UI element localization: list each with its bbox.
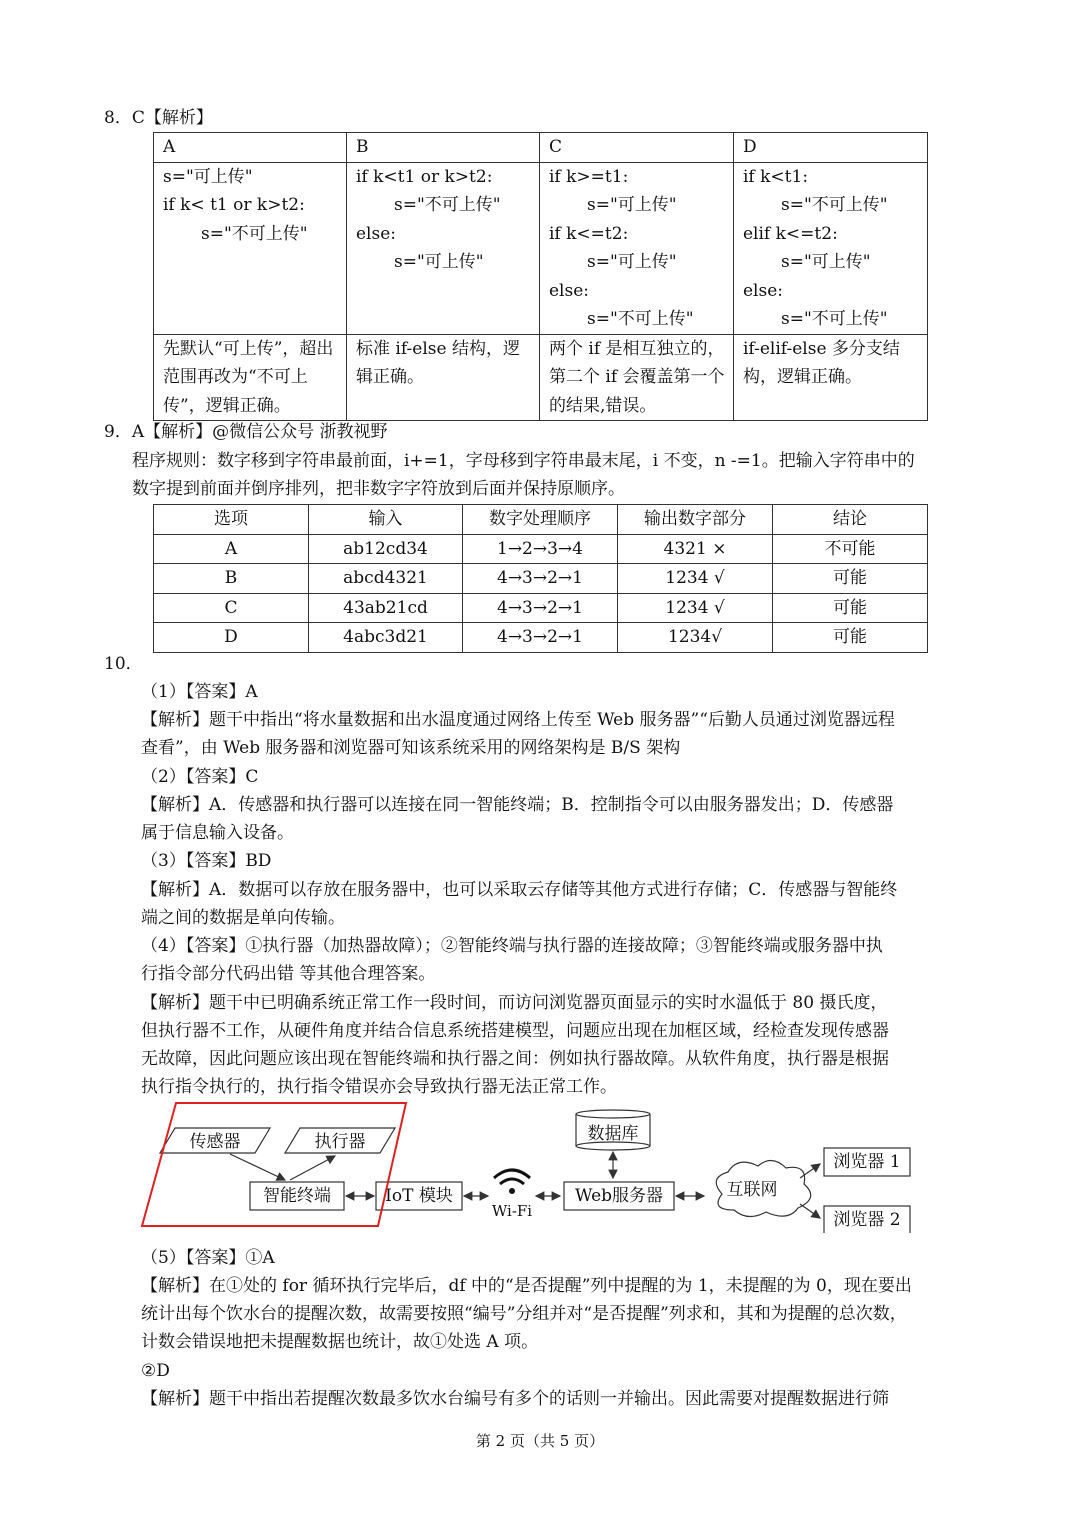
table-row: D 4abc3d21 4→3→2→1 1234√ 可能: [154, 623, 928, 653]
q8-note-b: 标准 if-else 结构，逻辑正确。: [347, 334, 540, 421]
q8-note-a: 先默认“可上传”，超出范围再改为“不可上传”，逻辑正确。: [154, 334, 347, 421]
q9-table-header: 选项 输入 数字处理顺序 输出数字部分 结论: [154, 505, 928, 535]
q10-line: 【解析】在①处的 for 循环执行完毕后，df 中的“是否提醒”列中提醒的为 1，未提醒的为 0，现在要出: [141, 1276, 912, 1296]
q10-line: 【解析】A．传感器和执行器可以连接在同一智能终端；B．控制指令可以由服务器发出；D．传感器: [141, 795, 894, 815]
sensor-to-terminal-arrow: [230, 1154, 285, 1180]
q8-code-b: if k<t1 or k>t2: s="不可上传" else: s="可上传": [347, 162, 540, 334]
browser2-label: 浏览器 2: [833, 1210, 901, 1230]
wifi-label: Wi-Fi: [491, 1202, 533, 1220]
q10-line: （2）【答案】C: [141, 767, 259, 787]
actuator-label: 执行器: [314, 1132, 366, 1152]
terminal-label: 智能终端: [263, 1186, 331, 1206]
q8-header-a: A: [154, 133, 347, 163]
table-row: A ab12cd34 1→2→3→4 4321 × 不可能: [154, 534, 928, 564]
q10-line: 计数会错误地把未提醒数据也统计，故①处选 A 项。: [141, 1332, 539, 1352]
sensor-label: 传感器: [189, 1132, 241, 1152]
q10-line: （4）【答案】①执行器（加热器故障）；②智能终端与执行器的连接故障；③智能终端或服务器中执: [141, 936, 883, 956]
table-row: C 43ab21cd 4→3→2→1 1234 √ 可能: [154, 593, 928, 623]
database-label: 数据库: [587, 1124, 639, 1144]
q10-line: 【解析】A．数据可以存放在服务器中，也可以采取云存储等其他方式进行存储；C．传感器与智能终: [141, 880, 898, 900]
q10-line: ②D: [141, 1361, 170, 1381]
internet-browser2-link: [800, 1204, 820, 1218]
q10-line: （3）【答案】BD: [141, 851, 272, 871]
q10-line: （5）【答案】①A: [141, 1248, 275, 1268]
q9-table: [153, 504, 928, 653]
q10-line: 但执行器不工作，从硬件角度并结合信息系统搭建模型，问题应出现在加框区域，经检查发现传感器: [141, 1021, 889, 1041]
q8-code-c: if k>=t1: s="可上传" if k<=t2: s="可上传" else: s="不可上传": [540, 162, 734, 334]
q8-heading: 8．C【解析】: [104, 108, 213, 128]
q10-line: 端之间的数据是单向传输。: [141, 908, 345, 928]
q9-heading: 9．A【解析】@微信公众号 浙教视野: [104, 422, 388, 442]
iot-label: IoT 模块: [385, 1186, 453, 1206]
q8-header-d: D: [734, 133, 928, 163]
q9-line-2: 数字提到前面并倒序排列，把非数字字符放到后面并保持原顺序。: [132, 479, 625, 499]
q9-line-1: 程序规则：数字移到字符串最前面，i+=1，字母移到字符串最末尾，i 不变，n -=1。把输入字符串中的: [132, 451, 915, 471]
webserver-label: Web服务器: [574, 1186, 664, 1206]
q10-line: 属于信息输入设备。: [141, 823, 294, 843]
internet-label: 互联网: [726, 1180, 778, 1200]
q8-code-a: s="可上传" if k< t1 or k>t2: s="不可上传": [154, 162, 347, 334]
q10-line: 【解析】题干中已明确系统正常工作一段时间，而访问浏览器页面显示的实时水温低于 80 摄氏度，: [141, 993, 888, 1013]
system-diagram: [140, 1098, 920, 1233]
q10-line: 执行指令执行的，执行指令错误亦会导致执行器无法正常工作。: [141, 1077, 617, 1097]
q10-line: （1）【答案】A: [141, 682, 258, 702]
q10-heading: 10．: [104, 654, 143, 674]
q10-line: 查看”，由 Web 服务器和浏览器可知该系统采用的网络架构是 B/S 架构: [141, 738, 681, 758]
q10-line: 【解析】题干中指出“将水量数据和出水温度通过网络上传至 Web 服务器”“后勤人员通过浏览器远程: [141, 710, 895, 730]
q8-note-d: if-elif-else 多分支结构，逻辑正确。: [734, 334, 928, 421]
q10-line: 统计出每个饮水台的提醒次数，故需要按照“编号”分组并对“是否提醒”列求和，其和为提醒的总次数，: [141, 1304, 907, 1324]
table-row: B abcd4321 4→3→2→1 1234 √ 可能: [154, 564, 928, 594]
page-footer: 第 2 页（共 5 页）: [475, 1432, 605, 1450]
q10-line: 无故障，因此问题应该出现在智能终端和执行器之间：例如执行器故障。从软件角度，执行器是根据: [141, 1049, 889, 1069]
q8-header-c: C: [540, 133, 734, 163]
q10-line: 【解析】题干中指出若提醒次数最多饮水台编号有多个的话则一并输出。因此需要对提醒数据进行筛: [141, 1389, 889, 1409]
q8-note-c: 两个 if 是相互独立的，第二个 if 会覆盖第一个的结果,错误。: [540, 334, 734, 421]
q10-line: 行指令部分代码出错 等其他合理答案。: [141, 964, 436, 984]
q8-header-b: B: [347, 133, 540, 163]
q8-code-d: if k<t1: s="不可上传" elif k<=t2: s="可上传" else: s="不可上传": [734, 162, 928, 334]
terminal-to-actuator-arrow: [290, 1156, 335, 1180]
wifi-icon: [494, 1170, 530, 1194]
browser1-label: 浏览器 1: [833, 1152, 901, 1172]
q8-table: [153, 132, 928, 421]
